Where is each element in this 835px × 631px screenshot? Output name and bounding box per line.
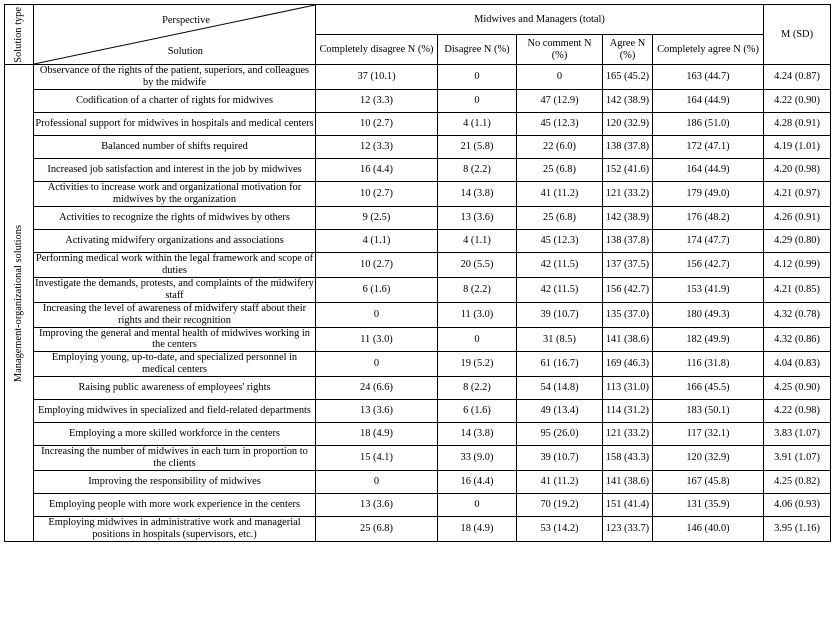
header-row-top	[5, 5, 831, 35]
table-row	[5, 517, 831, 542]
disagree-cell: 0	[438, 494, 517, 517]
completely-agree-cell: 153 (41.9)	[653, 277, 764, 302]
table-row	[5, 252, 831, 277]
no-comment-cell: 42 (11.5)	[517, 252, 603, 277]
no-comment-cell: 31 (8.5)	[517, 327, 603, 352]
completely-disagree-cell: 24 (6.6)	[316, 377, 438, 400]
completely-agree-cell: 167 (45.8)	[653, 471, 764, 494]
completely-disagree-cell: 4 (1.1)	[316, 229, 438, 252]
no-comment-cell: 53 (14.2)	[517, 517, 603, 542]
agree-cell: 121 (33.2)	[603, 423, 653, 446]
completely-disagree-cell: 10 (2.7)	[316, 112, 438, 135]
mean-sd-cell: 4.26 (0.91)	[764, 206, 831, 229]
mean-sd-cell: 4.22 (0.98)	[764, 400, 831, 423]
agree-cell: 151 (41.4)	[603, 494, 653, 517]
agree-cell: 114 (31.2)	[603, 400, 653, 423]
completely-agree-cell: 174 (47.7)	[653, 229, 764, 252]
agree-cell: 158 (43.3)	[603, 446, 653, 471]
disagree-cell: 4 (1.1)	[438, 112, 517, 135]
completely-disagree-cell: 37 (10.1)	[316, 65, 438, 90]
no-comment-cell: 22 (6.0)	[517, 135, 603, 158]
completely-agree-cell: 186 (51.0)	[653, 112, 764, 135]
completely-disagree-cell: 6 (1.6)	[316, 277, 438, 302]
solution-cell: Employing a more skilled workforce in the centers	[34, 423, 316, 446]
table-row	[5, 277, 831, 302]
no-comment-cell: 0	[517, 65, 603, 90]
mean-sd-cell: 4.32 (0.78)	[764, 302, 831, 327]
agree-cell: 141 (38.6)	[603, 327, 653, 352]
mean-sd-cell: 4.06 (0.93)	[764, 494, 831, 517]
completely-disagree-cell: 0	[316, 352, 438, 377]
table-row	[5, 446, 831, 471]
disagree-cell: 19 (5.2)	[438, 352, 517, 377]
solution-cell: Investigate the demands, protests, and complaints of the midwifery staff	[35, 277, 314, 301]
disagree-cell: 18 (4.9)	[438, 517, 517, 542]
agree-cell: 137 (37.5)	[603, 252, 653, 277]
solution-cell: Employing midwives in specialized and field-related departments	[34, 400, 316, 423]
disagree-cell: 21 (5.8)	[438, 135, 517, 158]
agree-cell: 156 (42.7)	[603, 277, 653, 302]
agree-cell: 138 (37.8)	[603, 135, 653, 158]
mean-sd-cell: 4.19 (1.01)	[764, 135, 831, 158]
agree-cell: 169 (46.3)	[603, 352, 653, 377]
agree-cell: 152 (41.6)	[603, 158, 653, 181]
mean-sd-cell: 4.25 (0.82)	[764, 471, 831, 494]
col-no-comment: No comment N (%)	[517, 35, 603, 65]
solution-label: Solution	[167, 46, 203, 58]
mean-sd-cell: 3.95 (1.16)	[764, 517, 831, 542]
disagree-cell: 8 (2.2)	[438, 377, 517, 400]
mean-sd-cell: 4.12 (0.99)	[764, 252, 831, 277]
no-comment-cell: 39 (10.7)	[517, 446, 603, 471]
table-body	[5, 65, 831, 542]
completely-agree-cell: 166 (45.5)	[653, 377, 764, 400]
no-comment-cell: 25 (6.8)	[517, 158, 603, 181]
agree-cell: 120 (32.9)	[603, 112, 653, 135]
disagree-cell: 0	[438, 89, 517, 112]
disagree-cell: 8 (2.2)	[438, 158, 517, 181]
col-completely-agree: Completely agree N (%)	[653, 35, 764, 65]
completely-disagree-cell: 13 (3.6)	[316, 400, 438, 423]
completely-disagree-cell: 12 (3.3)	[316, 89, 438, 112]
completely-agree-cell: 131 (35.9)	[653, 494, 764, 517]
solution-cell: Increasing the number of midwives in each turn in proportion to the clients	[34, 446, 316, 471]
table-row	[5, 65, 831, 90]
table-row	[5, 494, 831, 517]
no-comment-cell: 42 (11.5)	[517, 277, 603, 302]
mean-sd-cell: 3.83 (1.07)	[764, 423, 831, 446]
completely-disagree-cell: 25 (6.8)	[316, 517, 438, 542]
solution-cell: Improving the responsibility of midwives	[34, 471, 316, 494]
disagree-cell: 20 (5.5)	[438, 252, 517, 277]
solution-cell: Activities to recognize the rights of midwives by others	[34, 206, 316, 229]
disagree-cell: 4 (1.1)	[438, 229, 517, 252]
no-comment-cell: 45 (12.3)	[517, 112, 603, 135]
agree-cell: 142 (38.9)	[603, 89, 653, 112]
completely-agree-cell: 176 (48.2)	[653, 206, 764, 229]
agree-cell: 121 (33.2)	[603, 181, 653, 206]
solution-cell: Performing medical work within the legal framework and scope of duties	[34, 252, 316, 277]
mean-sd-cell: 4.21 (0.97)	[764, 181, 831, 206]
mean-header: M (SD)	[764, 5, 831, 65]
disagree-cell: 11 (3.0)	[438, 302, 517, 327]
disagree-cell: 8 (2.2)	[438, 277, 517, 302]
completely-disagree-cell: 18 (4.9)	[316, 423, 438, 446]
completely-agree-cell: 179 (49.0)	[653, 181, 764, 206]
completely-agree-cell: 156 (42.7)	[653, 252, 764, 277]
solution-cell: Activities to increase work and organizational motivation for midwives by the organization	[34, 181, 316, 206]
completely-disagree-cell: 15 (4.1)	[316, 446, 438, 471]
disagree-cell: 0	[438, 65, 517, 90]
no-comment-cell: 25 (6.8)	[517, 206, 603, 229]
solution-cell: Increased job satisfaction and interest in the job by midwives	[34, 158, 316, 181]
col-completely-disagree: Completely disagree N (%)	[316, 35, 438, 65]
perspective-label: Perspective	[162, 15, 210, 26]
solution-type-header: Solution type	[5, 5, 34, 65]
no-comment-cell: 54 (14.8)	[517, 377, 603, 400]
completely-disagree-cell: 11 (3.0)	[316, 327, 438, 352]
no-comment-cell: 70 (19.2)	[517, 494, 603, 517]
perspective-solution-header	[34, 5, 316, 65]
group-header: Midwives and Managers (total)	[316, 5, 764, 35]
col-disagree: Disagree N (%)	[438, 35, 517, 65]
no-comment-cell: 49 (13.4)	[517, 400, 603, 423]
completely-disagree-cell: 10 (2.7)	[316, 181, 438, 206]
completely-disagree-cell: 16 (4.4)	[316, 158, 438, 181]
no-comment-cell: 95 (26.0)	[517, 423, 603, 446]
completely-disagree-cell: 10 (2.7)	[316, 252, 438, 277]
mean-sd-cell: 4.25 (0.90)	[764, 377, 831, 400]
table-row	[5, 471, 831, 494]
no-comment-cell: 45 (12.3)	[517, 229, 603, 252]
mean-sd-cell: 4.32 (0.86)	[764, 327, 831, 352]
solution-cell: Codification of a charter of rights for midwives	[34, 89, 316, 112]
completely-agree-cell: 164 (44.9)	[653, 89, 764, 112]
completely-agree-cell: 172 (47.1)	[653, 135, 764, 158]
category-cell: Management-organizational solutions	[5, 65, 34, 542]
mean-sd-cell: 4.22 (0.90)	[764, 89, 831, 112]
agree-cell: 135 (37.0)	[603, 302, 653, 327]
solution-cell: Increasing the level of awareness of midwifery staff about their rights and their recognition	[34, 302, 316, 327]
completely-disagree-cell: 0	[316, 302, 438, 327]
completely-agree-cell: 116 (31.8)	[653, 352, 764, 377]
table-row	[5, 302, 831, 327]
no-comment-cell: 61 (16.7)	[517, 352, 603, 377]
disagree-cell: 6 (1.6)	[438, 400, 517, 423]
no-comment-cell: 41 (11.2)	[517, 181, 603, 206]
completely-agree-cell: 182 (49.9)	[653, 327, 764, 352]
no-comment-cell: 39 (10.7)	[517, 302, 603, 327]
mean-sd-cell: 3.91 (1.07)	[764, 446, 831, 471]
completely-agree-cell: 163 (44.7)	[653, 65, 764, 90]
completely-disagree-cell: 0	[316, 471, 438, 494]
completely-agree-cell: 120 (32.9)	[653, 446, 764, 471]
table-row	[5, 206, 831, 229]
solution-cell: Professional support for midwives in hospitals and medical centers	[34, 112, 316, 135]
agree-cell: 138 (37.8)	[603, 229, 653, 252]
solution-cell: Balanced number of shifts required	[34, 135, 316, 158]
table-row	[5, 181, 831, 206]
disagree-cell: 14 (3.8)	[438, 423, 517, 446]
agree-cell: 123 (33.7)	[603, 517, 653, 542]
table-row	[5, 400, 831, 423]
table-row	[5, 135, 831, 158]
disagree-cell: 14 (3.8)	[438, 181, 517, 206]
mean-sd-cell: 4.28 (0.91)	[764, 112, 831, 135]
no-comment-cell: 41 (11.2)	[517, 471, 603, 494]
solution-cell: Employing people with more work experience in the centers	[34, 494, 316, 517]
completely-agree-cell: 164 (44.9)	[653, 158, 764, 181]
table-row	[5, 327, 831, 352]
no-comment-cell: 47 (12.9)	[517, 89, 603, 112]
table-row	[5, 229, 831, 252]
completely-agree-cell: 183 (50.1)	[653, 400, 764, 423]
table-row	[5, 158, 831, 181]
agree-cell: 142 (38.9)	[603, 206, 653, 229]
agree-cell: 141 (38.6)	[603, 471, 653, 494]
mean-sd-cell: 4.21 (0.85)	[764, 277, 831, 302]
table-row	[5, 377, 831, 400]
table-row	[5, 423, 831, 446]
mean-sd-cell: 4.24 (0.87)	[764, 65, 831, 90]
disagree-cell: 13 (3.6)	[438, 206, 517, 229]
solution-cell: Improving the general and mental health of midwives working in the centers	[34, 327, 316, 352]
results-table	[4, 4, 831, 542]
solution-cell: Raising public awareness of employees' rights	[34, 377, 316, 400]
agree-cell: 165 (45.2)	[603, 65, 653, 90]
disagree-cell: 0	[438, 327, 517, 352]
table-row	[5, 352, 831, 377]
completely-agree-cell: 146 (40.0)	[653, 517, 764, 542]
mean-sd-cell: 4.29 (0.80)	[764, 229, 831, 252]
mean-sd-cell: 4.04 (0.83)	[764, 352, 831, 377]
solution-cell: Employing midwives in administrative work and managerial positions in hospitals (supervisors, etc.)	[34, 517, 316, 542]
completely-disagree-cell: 9 (2.5)	[316, 206, 438, 229]
disagree-cell: 16 (4.4)	[438, 471, 517, 494]
table-row	[5, 112, 831, 135]
col-agree: Agree N (%)	[603, 35, 653, 65]
disagree-cell: 33 (9.0)	[438, 446, 517, 471]
completely-disagree-cell: 13 (3.6)	[316, 494, 438, 517]
table-row	[5, 89, 831, 112]
solution-cell: Employing young, up-to-date, and specialized personnel in medical centers	[34, 352, 316, 377]
solution-cell: Activating midwifery organizations and associations	[34, 229, 316, 252]
completely-disagree-cell: 12 (3.3)	[316, 135, 438, 158]
agree-cell: 113 (31.0)	[603, 377, 653, 400]
completely-agree-cell: 180 (49.3)	[653, 302, 764, 327]
mean-sd-cell: 4.20 (0.98)	[764, 158, 831, 181]
completely-agree-cell: 117 (32.1)	[653, 423, 764, 446]
solution-cell: Observance of the rights of the patient, superiors, and colleagues by the midwife	[34, 65, 316, 90]
